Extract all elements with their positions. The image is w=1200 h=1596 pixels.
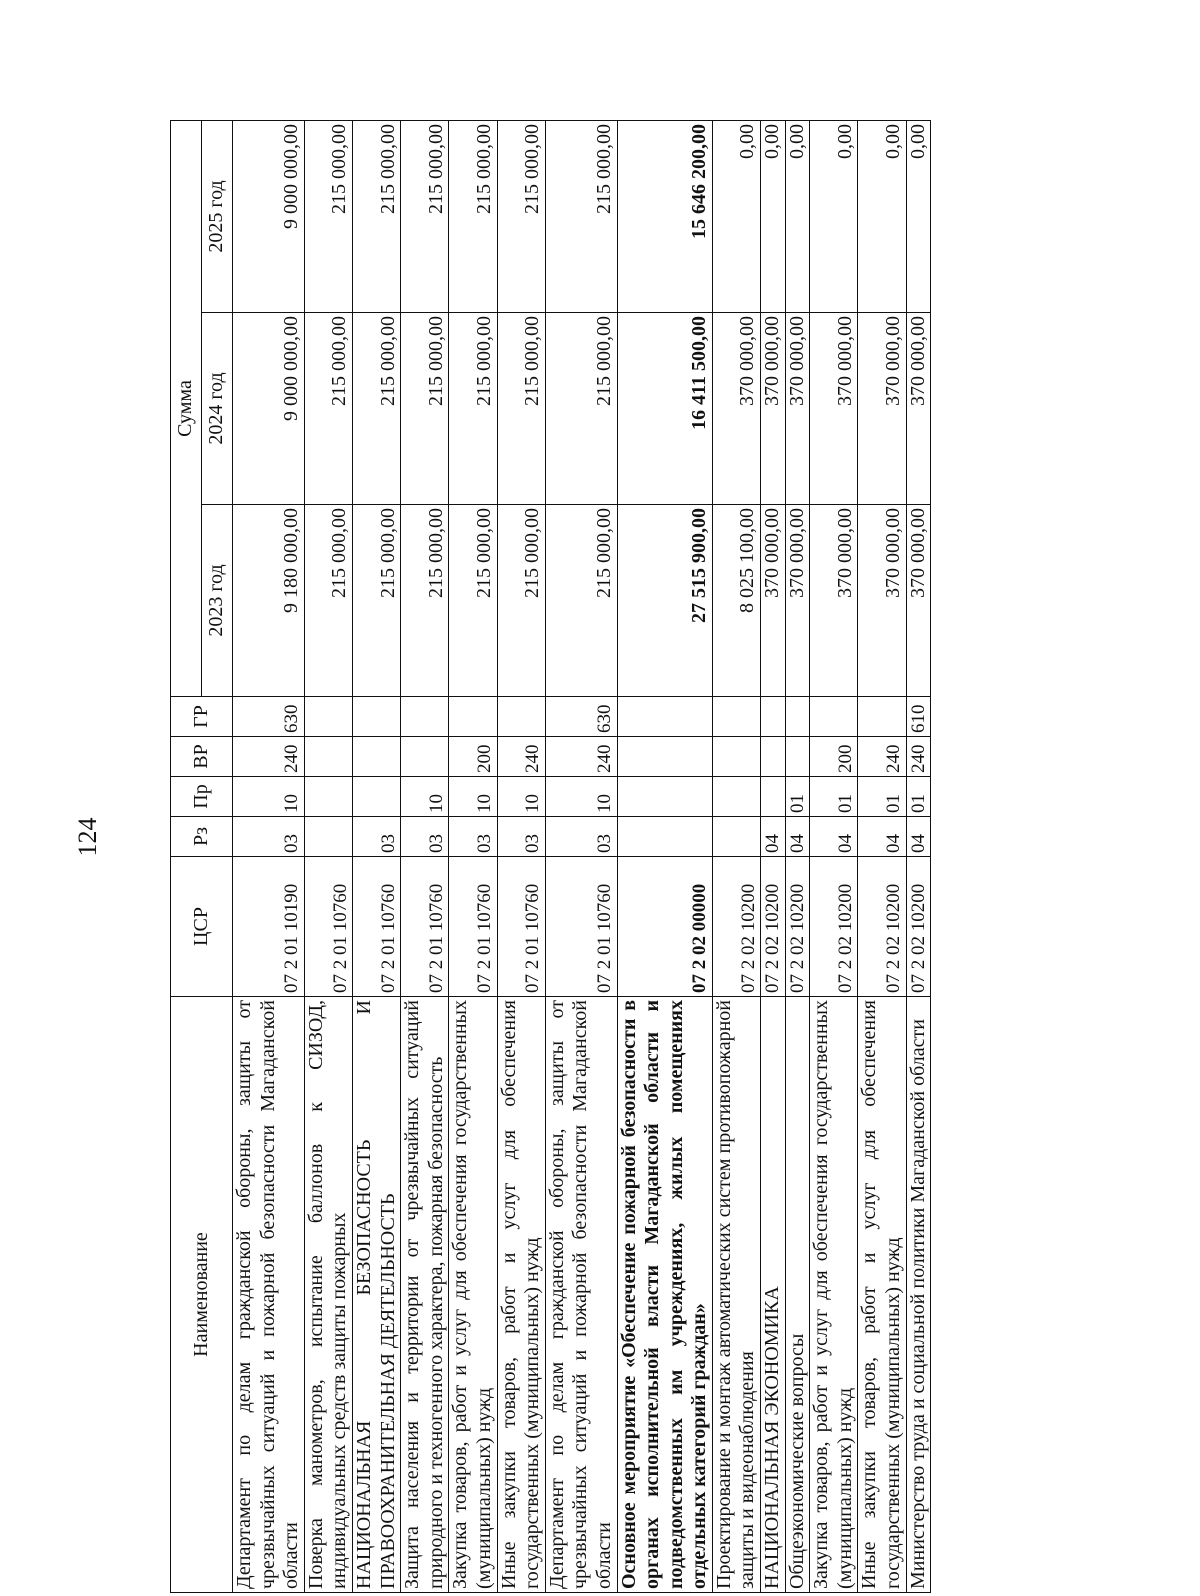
row-csr: 07 2 02 10200 xyxy=(712,857,760,997)
row-amount-2024: 215 000,00 xyxy=(304,313,352,505)
row-rz: 03 xyxy=(401,817,449,857)
row-amount-2024: 370 000,00 xyxy=(761,313,786,505)
row-pr: 10 xyxy=(233,777,305,817)
row-csr: 07 2 01 10190 xyxy=(233,857,305,997)
row-name: Основное мероприятие «Обеспечение пожарной безопасности в органах исполнительной власти Магаданской области и подведомственных им учреждениях, жилых помещениях отдельных категорий граждан» xyxy=(617,997,712,1593)
row-amount-2025: 215 000,00 xyxy=(304,120,352,312)
row-pr xyxy=(761,777,786,817)
table-row xyxy=(545,120,617,1592)
row-amount-2024: 370 000,00 xyxy=(858,313,906,505)
rotated-table-container xyxy=(170,121,1190,1593)
row-csr: 07 2 02 10200 xyxy=(906,857,931,997)
row-gr xyxy=(617,697,712,737)
row-name: НАЦИОНАЛЬНАЯ БЕЗОПАСНОСТЬ И ПРАВООХРАНИТЕЛЬНАЯ ДЕЯТЕЛЬНОСТЬ xyxy=(352,997,400,1593)
row-amount-2023: 215 000,00 xyxy=(352,505,400,697)
row-name: Закупка товаров, работ и услуг для обеспечения государственных (муниципальных) нужд xyxy=(810,997,858,1593)
row-csr: 07 2 01 10760 xyxy=(304,857,352,997)
row-rz: 04 xyxy=(858,817,906,857)
table-row xyxy=(810,120,858,1592)
row-amount-2024: 370 000,00 xyxy=(906,313,931,505)
row-amount-2024: 215 000,00 xyxy=(449,313,497,505)
row-gr xyxy=(761,697,786,737)
row-amount-2024: 370 000,00 xyxy=(712,313,760,505)
row-amount-2024: 215 000,00 xyxy=(545,313,617,505)
row-amount-2025: 0,00 xyxy=(906,120,931,312)
row-amount-2025: 0,00 xyxy=(761,120,786,312)
row-csr: 07 2 02 00000 xyxy=(617,857,712,997)
page-number: 124 xyxy=(73,817,102,857)
row-name: Министерство труда и социальной политики Магаданской области xyxy=(906,997,931,1593)
row-gr xyxy=(785,697,810,737)
row-vr xyxy=(304,737,352,777)
row-amount-2023: 9 180 000,00 xyxy=(233,505,305,697)
header-pr: Пр xyxy=(171,777,233,817)
header-csr: ЦСР xyxy=(171,857,233,997)
header-sum: Сумма xyxy=(171,120,202,696)
row-pr: 10 xyxy=(449,777,497,817)
row-csr: 07 2 01 10760 xyxy=(497,857,545,997)
row-gr xyxy=(712,697,760,737)
table-row xyxy=(497,120,545,1592)
row-amount-2023: 370 000,00 xyxy=(810,505,858,697)
header-rz: Рз xyxy=(171,817,233,857)
row-rz: 03 xyxy=(497,817,545,857)
row-vr: 240 xyxy=(497,737,545,777)
header-gr: ГР xyxy=(171,697,233,737)
row-pr xyxy=(304,777,352,817)
row-name: Департамент по делам гражданской обороны, защиты от чрезвычайных ситуаций и пожарной безопасности Магаданской области xyxy=(233,997,305,1593)
row-gr: 630 xyxy=(233,697,305,737)
row-amount-2023: 215 000,00 xyxy=(497,505,545,697)
row-name: Общеэкономические вопросы xyxy=(785,997,810,1593)
row-pr: 10 xyxy=(497,777,545,817)
row-csr: 07 2 02 10200 xyxy=(761,857,786,997)
table-row xyxy=(304,120,352,1592)
budget-table xyxy=(170,120,931,1593)
row-name: Защита населения и территории от чрезвычайных ситуаций природного и техногенного характера, пожарная безопасность xyxy=(401,997,449,1593)
row-amount-2025: 215 000,00 xyxy=(401,120,449,312)
row-amount-2025: 0,00 xyxy=(785,120,810,312)
row-rz: 04 xyxy=(810,817,858,857)
row-vr xyxy=(761,737,786,777)
row-name: Иные закупки товаров, работ и услуг для обеспечения государственных (муниципальных) нужд xyxy=(858,997,906,1593)
table-row xyxy=(449,120,497,1592)
row-gr xyxy=(304,697,352,737)
row-amount-2023: 370 000,00 xyxy=(858,505,906,697)
row-vr: 240 xyxy=(233,737,305,777)
row-amount-2024: 16 411 500,00 xyxy=(617,313,712,505)
header-row-top xyxy=(171,120,202,1592)
row-amount-2025: 0,00 xyxy=(858,120,906,312)
row-pr xyxy=(712,777,760,817)
row-pr: 10 xyxy=(545,777,617,817)
row-rz xyxy=(304,817,352,857)
row-csr: 07 2 02 10200 xyxy=(785,857,810,997)
table-header xyxy=(171,120,233,1592)
row-pr: 01 xyxy=(810,777,858,817)
row-gr xyxy=(352,697,400,737)
table-row xyxy=(858,120,906,1592)
row-vr: 240 xyxy=(906,737,931,777)
row-name: Закупка товаров, работ и услуг для обеспечения государственных (муниципальных) нужд xyxy=(449,997,497,1593)
row-rz: 04 xyxy=(761,817,786,857)
row-rz: 04 xyxy=(785,817,810,857)
row-amount-2023: 370 000,00 xyxy=(761,505,786,697)
row-amount-2023: 8 025 100,00 xyxy=(712,505,760,697)
row-csr: 07 2 02 10200 xyxy=(858,857,906,997)
row-name: Проектирование и монтаж автоматических систем противопожарной защиты и видеонаблюдения xyxy=(712,997,760,1593)
table-row xyxy=(785,120,810,1592)
row-gr xyxy=(810,697,858,737)
row-name: Иные закупки товаров, работ и услуг для обеспечения государственных (муниципальных) нужд xyxy=(497,997,545,1593)
table-row xyxy=(617,120,712,1592)
table-row xyxy=(233,120,305,1592)
row-gr: 610 xyxy=(906,697,931,737)
row-name: Департамент по делам гражданской обороны, защиты от чрезвычайных ситуаций и пожарной безопасности Магаданской области xyxy=(545,997,617,1593)
row-amount-2024: 215 000,00 xyxy=(352,313,400,505)
header-year-2024: 2024 год xyxy=(202,313,233,505)
table-row xyxy=(712,120,760,1592)
row-csr: 07 2 02 10200 xyxy=(810,857,858,997)
row-rz xyxy=(712,817,760,857)
row-rz: 03 xyxy=(233,817,305,857)
row-amount-2023: 215 000,00 xyxy=(304,505,352,697)
row-vr: 200 xyxy=(449,737,497,777)
header-year-2025: 2025 год xyxy=(202,120,233,312)
table-row xyxy=(761,120,786,1592)
row-amount-2024: 370 000,00 xyxy=(810,313,858,505)
row-csr: 07 2 01 10760 xyxy=(401,857,449,997)
row-gr: 630 xyxy=(545,697,617,737)
row-pr: 01 xyxy=(785,777,810,817)
row-pr: 01 xyxy=(906,777,931,817)
row-amount-2023: 215 000,00 xyxy=(401,505,449,697)
row-pr: 10 xyxy=(401,777,449,817)
row-amount-2023: 215 000,00 xyxy=(449,505,497,697)
row-gr xyxy=(401,697,449,737)
row-amount-2024: 370 000,00 xyxy=(785,313,810,505)
row-rz: 04 xyxy=(906,817,931,857)
row-amount-2025: 0,00 xyxy=(810,120,858,312)
table-row xyxy=(401,120,449,1592)
row-amount-2025: 215 000,00 xyxy=(352,120,400,312)
row-gr xyxy=(449,697,497,737)
row-vr xyxy=(617,737,712,777)
row-pr: 01 xyxy=(858,777,906,817)
row-csr: 07 2 01 10760 xyxy=(352,857,400,997)
row-rz: 03 xyxy=(545,817,617,857)
row-amount-2025: 0,00 xyxy=(712,120,760,312)
table-body xyxy=(233,120,931,1592)
row-vr: 200 xyxy=(810,737,858,777)
row-vr xyxy=(712,737,760,777)
row-vr xyxy=(352,737,400,777)
header-vr: ВР xyxy=(171,737,233,777)
row-vr: 240 xyxy=(545,737,617,777)
row-amount-2023: 370 000,00 xyxy=(785,505,810,697)
row-rz xyxy=(617,817,712,857)
row-csr: 07 2 01 10760 xyxy=(449,857,497,997)
row-rz: 03 xyxy=(352,817,400,857)
row-amount-2024: 215 000,00 xyxy=(497,313,545,505)
row-amount-2025: 9 000 000,00 xyxy=(233,120,305,312)
header-name: Наименование xyxy=(171,997,233,1593)
row-amount-2025: 215 000,00 xyxy=(545,120,617,312)
row-amount-2024: 9 000 000,00 xyxy=(233,313,305,505)
row-name: НАЦИОНАЛЬНАЯ ЭКОНОМИКА xyxy=(761,997,786,1593)
row-pr xyxy=(352,777,400,817)
row-rz: 03 xyxy=(449,817,497,857)
row-amount-2025: 15 646 200,00 xyxy=(617,120,712,312)
row-gr xyxy=(858,697,906,737)
table-row xyxy=(906,120,931,1592)
row-amount-2025: 215 000,00 xyxy=(449,120,497,312)
row-vr xyxy=(401,737,449,777)
header-year-2023: 2023 год xyxy=(202,505,233,697)
row-vr: 240 xyxy=(858,737,906,777)
row-name: Поверка манометров, испытание баллонов к СИЗОД, индивидуальных средств защиты пожарных xyxy=(304,997,352,1593)
row-amount-2023: 27 515 900,00 xyxy=(617,505,712,697)
row-vr xyxy=(785,737,810,777)
row-gr xyxy=(497,697,545,737)
row-amount-2023: 370 000,00 xyxy=(906,505,931,697)
row-amount-2023: 215 000,00 xyxy=(545,505,617,697)
table-row xyxy=(352,120,400,1592)
row-pr xyxy=(617,777,712,817)
row-csr: 07 2 01 10760 xyxy=(545,857,617,997)
row-amount-2025: 215 000,00 xyxy=(497,120,545,312)
row-amount-2024: 215 000,00 xyxy=(401,313,449,505)
